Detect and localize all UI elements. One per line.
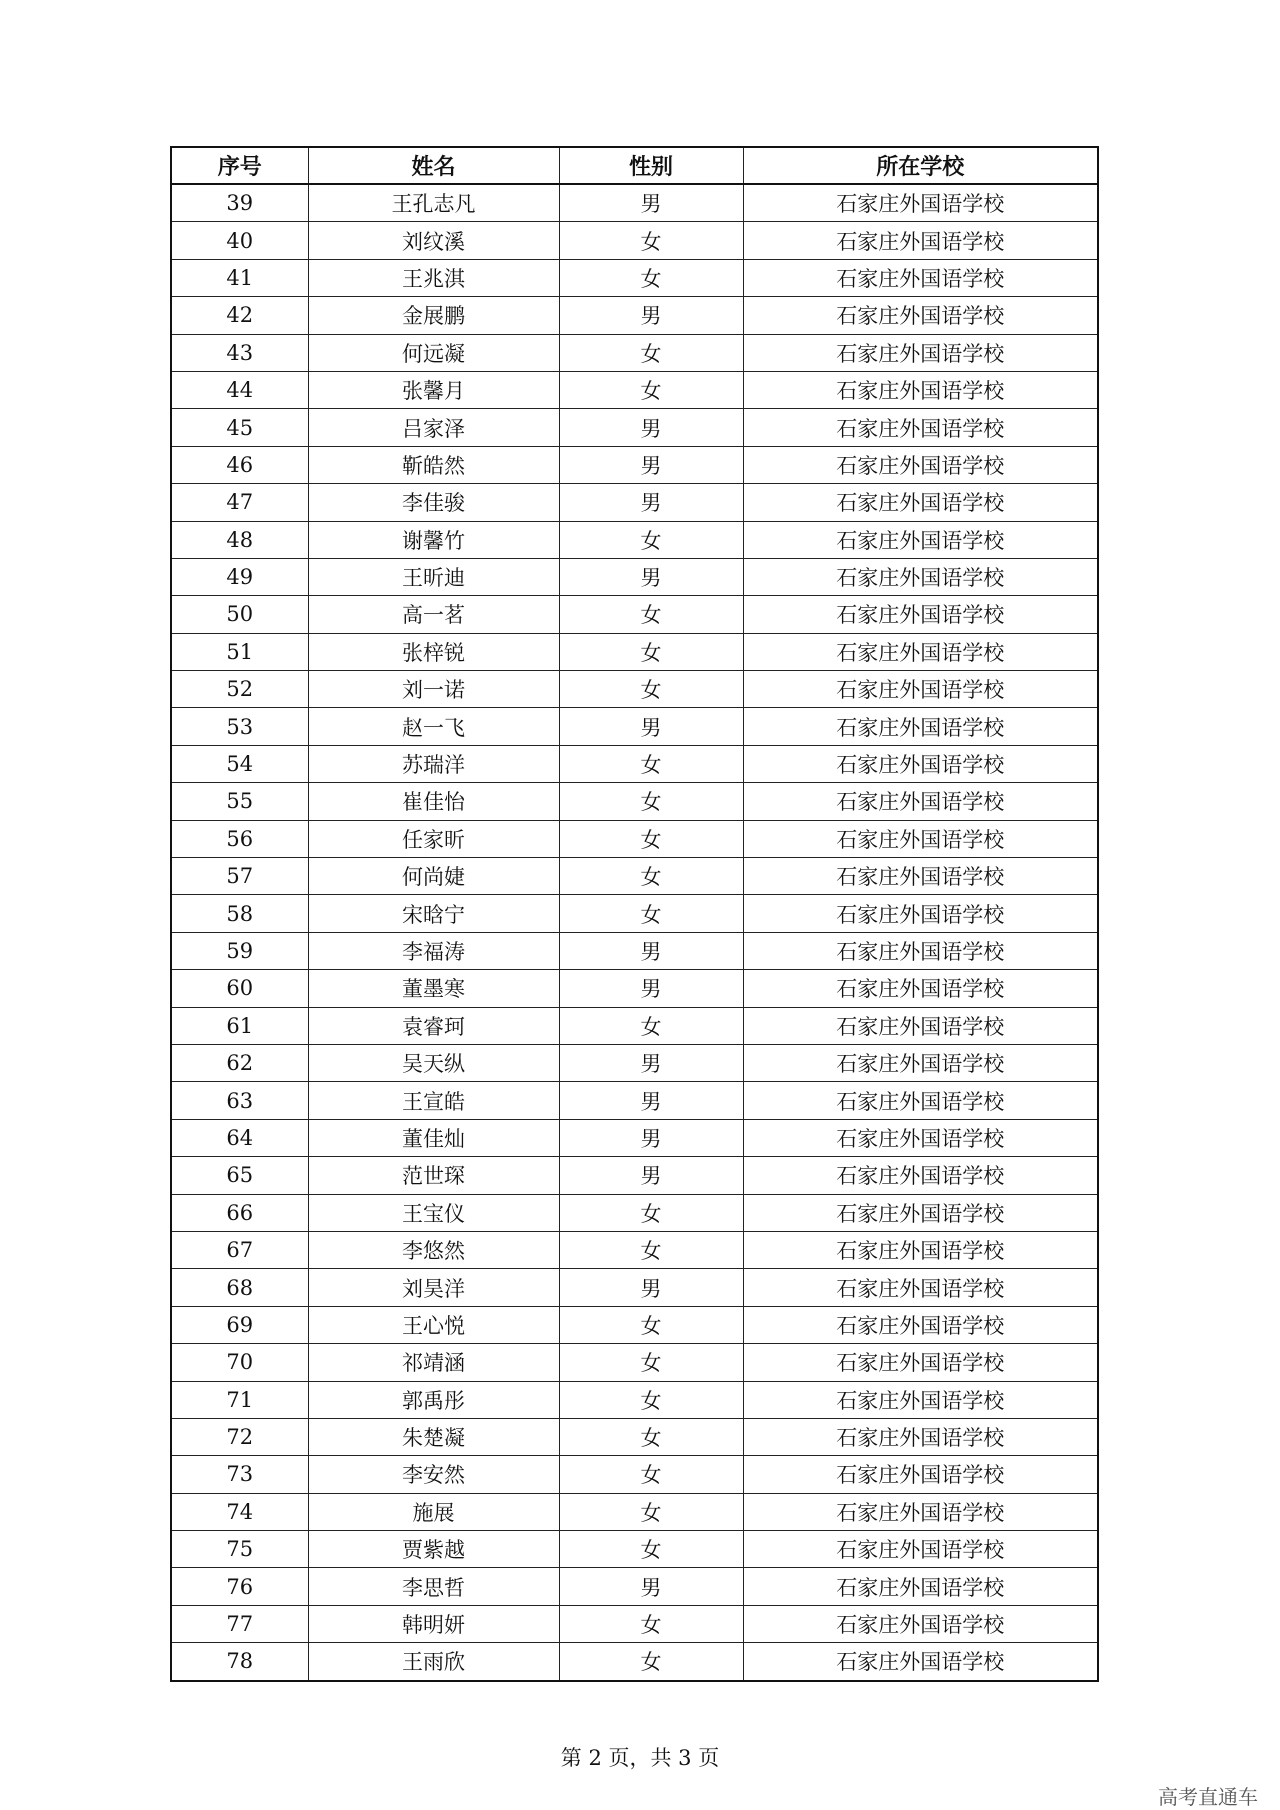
cell-gender: 女 xyxy=(559,1381,743,1418)
cell-index: 71 xyxy=(171,1381,308,1418)
cell-school: 石家庄外国语学校 xyxy=(743,297,1098,334)
cell-index: 69 xyxy=(171,1306,308,1343)
cell-school: 石家庄外国语学校 xyxy=(743,1231,1098,1268)
table-row xyxy=(171,1306,1098,1343)
header-name: 姓名 xyxy=(308,147,559,184)
cell-school: 石家庄外国语学校 xyxy=(743,409,1098,446)
cell-school: 石家庄外国语学校 xyxy=(743,932,1098,969)
table-row xyxy=(171,521,1098,558)
cell-school: 石家庄外国语学校 xyxy=(743,1531,1098,1568)
cell-index: 41 xyxy=(171,259,308,296)
cell-name: 贾紫越 xyxy=(308,1531,559,1568)
header-gender: 性别 xyxy=(559,147,743,184)
cell-index: 40 xyxy=(171,222,308,259)
cell-name: 宋晗宁 xyxy=(308,895,559,932)
cell-index: 61 xyxy=(171,1007,308,1044)
cell-school: 石家庄外国语学校 xyxy=(743,1493,1098,1530)
cell-index: 62 xyxy=(171,1044,308,1081)
cell-name: 张梓锐 xyxy=(308,633,559,670)
cell-name: 谢馨竹 xyxy=(308,521,559,558)
table-row xyxy=(171,446,1098,483)
cell-gender: 男 xyxy=(559,708,743,745)
table-row xyxy=(171,297,1098,334)
cell-name: 任家昕 xyxy=(308,820,559,857)
table-row xyxy=(171,820,1098,857)
cell-school: 石家庄外国语学校 xyxy=(743,1344,1098,1381)
cell-gender: 男 xyxy=(559,558,743,595)
cell-index: 55 xyxy=(171,783,308,820)
cell-index: 74 xyxy=(171,1493,308,1530)
table-row xyxy=(171,1456,1098,1493)
cell-school: 石家庄外国语学校 xyxy=(743,820,1098,857)
cell-gender: 女 xyxy=(559,1605,743,1642)
cell-index: 45 xyxy=(171,409,308,446)
cell-name: 刘纹溪 xyxy=(308,222,559,259)
cell-index: 50 xyxy=(171,596,308,633)
cell-index: 60 xyxy=(171,970,308,1007)
cell-gender: 女 xyxy=(559,1194,743,1231)
cell-school: 石家庄外国语学校 xyxy=(743,671,1098,708)
cell-name: 李悠然 xyxy=(308,1231,559,1268)
page-footer: 第 2 页，共 3 页 xyxy=(560,1746,720,1770)
cell-name: 苏瑞洋 xyxy=(308,745,559,782)
cell-school: 石家庄外国语学校 xyxy=(743,558,1098,595)
table-row xyxy=(171,1157,1098,1194)
cell-gender: 男 xyxy=(559,1157,743,1194)
header-school: 所在学校 xyxy=(743,147,1098,184)
cell-gender: 男 xyxy=(559,446,743,483)
table-row xyxy=(171,409,1098,446)
table-row xyxy=(171,671,1098,708)
cell-school: 石家庄外国语学校 xyxy=(743,521,1098,558)
table-row xyxy=(171,1418,1098,1455)
cell-name: 韩明妍 xyxy=(308,1605,559,1642)
cell-gender: 女 xyxy=(559,521,743,558)
cell-gender: 女 xyxy=(559,1231,743,1268)
cell-school: 石家庄外国语学校 xyxy=(743,858,1098,895)
cell-name: 靳皓然 xyxy=(308,446,559,483)
cell-gender: 女 xyxy=(559,671,743,708)
cell-index: 65 xyxy=(171,1157,308,1194)
cell-school: 石家庄外国语学校 xyxy=(743,1568,1098,1605)
cell-index: 66 xyxy=(171,1194,308,1231)
cell-index: 77 xyxy=(171,1605,308,1642)
cell-gender: 女 xyxy=(559,783,743,820)
table-row xyxy=(171,970,1098,1007)
cell-gender: 女 xyxy=(559,371,743,408)
cell-index: 68 xyxy=(171,1269,308,1306)
table-row xyxy=(171,1643,1098,1681)
cell-name: 董墨寒 xyxy=(308,970,559,1007)
table-row xyxy=(171,1269,1098,1306)
table-row xyxy=(171,1231,1098,1268)
cell-index: 53 xyxy=(171,708,308,745)
table-row xyxy=(171,1007,1098,1044)
cell-index: 56 xyxy=(171,820,308,857)
cell-gender: 女 xyxy=(559,1344,743,1381)
cell-school: 石家庄外国语学校 xyxy=(743,1194,1098,1231)
cell-name: 王孔志凡 xyxy=(308,184,559,222)
cell-index: 39 xyxy=(171,184,308,222)
cell-school: 石家庄外国语学校 xyxy=(743,895,1098,932)
cell-gender: 女 xyxy=(559,596,743,633)
cell-gender: 男 xyxy=(559,1044,743,1081)
cell-school: 石家庄外国语学校 xyxy=(743,596,1098,633)
cell-school: 石家庄外国语学校 xyxy=(743,1082,1098,1119)
table-row xyxy=(171,1605,1098,1642)
cell-school: 石家庄外国语学校 xyxy=(743,1643,1098,1681)
cell-gender: 女 xyxy=(559,745,743,782)
cell-gender: 女 xyxy=(559,1531,743,1568)
cell-school: 石家庄外国语学校 xyxy=(743,1605,1098,1642)
cell-gender: 女 xyxy=(559,895,743,932)
table-row xyxy=(171,1381,1098,1418)
cell-gender: 男 xyxy=(559,297,743,334)
cell-name: 李安然 xyxy=(308,1456,559,1493)
cell-gender: 女 xyxy=(559,222,743,259)
cell-school: 石家庄外国语学校 xyxy=(743,222,1098,259)
cell-school: 石家庄外国语学校 xyxy=(743,1269,1098,1306)
cell-index: 51 xyxy=(171,633,308,670)
cell-name: 金展鹏 xyxy=(308,297,559,334)
cell-name: 吕家泽 xyxy=(308,409,559,446)
table-row xyxy=(171,184,1098,222)
table-header-row xyxy=(171,147,1098,184)
cell-index: 73 xyxy=(171,1456,308,1493)
cell-gender: 男 xyxy=(559,970,743,1007)
cell-school: 石家庄外国语学校 xyxy=(743,371,1098,408)
cell-school: 石家庄外国语学校 xyxy=(743,446,1098,483)
table-row xyxy=(171,708,1098,745)
cell-name: 刘一诺 xyxy=(308,671,559,708)
cell-school: 石家庄外国语学校 xyxy=(743,708,1098,745)
table-row xyxy=(171,596,1098,633)
cell-name: 郭禹彤 xyxy=(308,1381,559,1418)
cell-name: 王宣皓 xyxy=(308,1082,559,1119)
cell-name: 李思哲 xyxy=(308,1568,559,1605)
cell-school: 石家庄外国语学校 xyxy=(743,970,1098,1007)
cell-index: 54 xyxy=(171,745,308,782)
cell-name: 王兆淇 xyxy=(308,259,559,296)
cell-name: 王宝仪 xyxy=(308,1194,559,1231)
cell-index: 52 xyxy=(171,671,308,708)
cell-index: 58 xyxy=(171,895,308,932)
cell-gender: 女 xyxy=(559,1456,743,1493)
cell-gender: 男 xyxy=(559,1082,743,1119)
cell-name: 李福涛 xyxy=(308,932,559,969)
cell-name: 高一茗 xyxy=(308,596,559,633)
table-row xyxy=(171,745,1098,782)
cell-gender: 男 xyxy=(559,409,743,446)
cell-name: 董佳灿 xyxy=(308,1119,559,1156)
cell-school: 石家庄外国语学校 xyxy=(743,484,1098,521)
cell-index: 43 xyxy=(171,334,308,371)
cell-index: 47 xyxy=(171,484,308,521)
cell-name: 赵一飞 xyxy=(308,708,559,745)
table-row xyxy=(171,1119,1098,1156)
cell-index: 70 xyxy=(171,1344,308,1381)
cell-school: 石家庄外国语学校 xyxy=(743,1306,1098,1343)
cell-school: 石家庄外国语学校 xyxy=(743,1044,1098,1081)
cell-gender: 女 xyxy=(559,334,743,371)
table-row xyxy=(171,1531,1098,1568)
cell-school: 石家庄外国语学校 xyxy=(743,334,1098,371)
cell-index: 42 xyxy=(171,297,308,334)
cell-name: 施展 xyxy=(308,1493,559,1530)
table-row xyxy=(171,1044,1098,1081)
header-index: 序号 xyxy=(171,147,308,184)
cell-index: 49 xyxy=(171,558,308,595)
table-row xyxy=(171,484,1098,521)
cell-school: 石家庄外国语学校 xyxy=(743,1119,1098,1156)
cell-gender: 女 xyxy=(559,1007,743,1044)
cell-index: 59 xyxy=(171,932,308,969)
cell-index: 76 xyxy=(171,1568,308,1605)
cell-school: 石家庄外国语学校 xyxy=(743,1456,1098,1493)
cell-gender: 男 xyxy=(559,1568,743,1605)
table-row xyxy=(171,334,1098,371)
cell-name: 王心悦 xyxy=(308,1306,559,1343)
table-row xyxy=(171,222,1098,259)
cell-name: 何尚婕 xyxy=(308,858,559,895)
cell-index: 67 xyxy=(171,1231,308,1268)
cell-gender: 女 xyxy=(559,1418,743,1455)
cell-school: 石家庄外国语学校 xyxy=(743,184,1098,222)
cell-gender: 男 xyxy=(559,1119,743,1156)
cell-index: 78 xyxy=(171,1643,308,1681)
cell-name: 何远凝 xyxy=(308,334,559,371)
table-row xyxy=(171,895,1098,932)
cell-school: 石家庄外国语学校 xyxy=(743,1381,1098,1418)
cell-school: 石家庄外国语学校 xyxy=(743,633,1098,670)
cell-gender: 男 xyxy=(559,1269,743,1306)
cell-school: 石家庄外国语学校 xyxy=(743,1157,1098,1194)
cell-school: 石家庄外国语学校 xyxy=(743,783,1098,820)
table-row xyxy=(171,932,1098,969)
cell-gender: 女 xyxy=(559,858,743,895)
watermark-text: 高考直通车 xyxy=(1158,1785,1258,1809)
table-row xyxy=(171,1568,1098,1605)
cell-name: 李佳骏 xyxy=(308,484,559,521)
table-row xyxy=(171,259,1098,296)
cell-school: 石家庄外国语学校 xyxy=(743,1418,1098,1455)
cell-index: 46 xyxy=(171,446,308,483)
cell-gender: 男 xyxy=(559,184,743,222)
cell-name: 王雨欣 xyxy=(308,1643,559,1681)
table-row xyxy=(171,783,1098,820)
cell-gender: 男 xyxy=(559,932,743,969)
table-row xyxy=(171,1194,1098,1231)
cell-name: 崔佳怡 xyxy=(308,783,559,820)
cell-gender: 女 xyxy=(559,1643,743,1681)
cell-name: 朱楚凝 xyxy=(308,1418,559,1455)
cell-index: 44 xyxy=(171,371,308,408)
cell-school: 石家庄外国语学校 xyxy=(743,1007,1098,1044)
table-row xyxy=(171,371,1098,408)
cell-index: 64 xyxy=(171,1119,308,1156)
cell-name: 张馨月 xyxy=(308,371,559,408)
cell-name: 袁睿珂 xyxy=(308,1007,559,1044)
cell-name: 范世琛 xyxy=(308,1157,559,1194)
table-row xyxy=(171,633,1098,670)
cell-name: 祁靖涵 xyxy=(308,1344,559,1381)
table-row xyxy=(171,1344,1098,1381)
cell-index: 63 xyxy=(171,1082,308,1119)
cell-index: 75 xyxy=(171,1531,308,1568)
cell-gender: 女 xyxy=(559,633,743,670)
table-row xyxy=(171,558,1098,595)
cell-name: 吴天纵 xyxy=(308,1044,559,1081)
cell-gender: 男 xyxy=(559,484,743,521)
table-row xyxy=(171,858,1098,895)
table-row xyxy=(171,1082,1098,1119)
cell-school: 石家庄外国语学校 xyxy=(743,745,1098,782)
cell-gender: 女 xyxy=(559,820,743,857)
cell-gender: 女 xyxy=(559,259,743,296)
table-row xyxy=(171,1493,1098,1530)
cell-index: 57 xyxy=(171,858,308,895)
cell-index: 48 xyxy=(171,521,308,558)
cell-school: 石家庄外国语学校 xyxy=(743,259,1098,296)
cell-gender: 女 xyxy=(559,1493,743,1530)
roster-table xyxy=(170,146,1099,1682)
cell-gender: 女 xyxy=(559,1306,743,1343)
cell-name: 王昕迪 xyxy=(308,558,559,595)
cell-index: 72 xyxy=(171,1418,308,1455)
cell-name: 刘昊洋 xyxy=(308,1269,559,1306)
